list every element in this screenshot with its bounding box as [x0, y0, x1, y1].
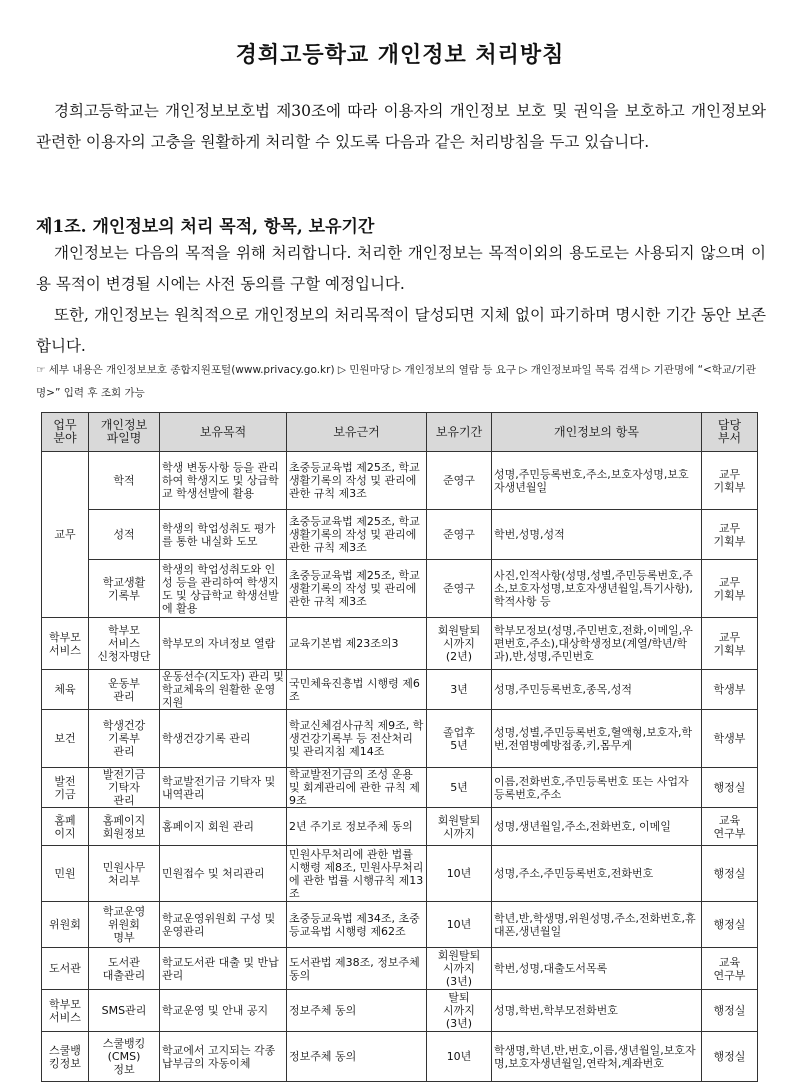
table-cell: 홈페 이지	[42, 808, 89, 846]
table-cell: 준영구	[427, 452, 492, 510]
table-cell: 준영구	[427, 560, 492, 618]
table-cell: 학번,성명,대출도서목록	[492, 948, 702, 990]
table-cell: 학생명,학년,반,번호,이름,생년월일,보호자명,보호자생년월일,연락처,계좌번호	[492, 1032, 702, 1082]
table-cell: 학부모 서비스 신청자명단	[89, 618, 160, 670]
table-cell: 도서관	[42, 948, 89, 990]
table-cell: 2년 주기로 정보주체 동의	[287, 808, 427, 846]
table-cell: 스쿨뱅 킹정보	[42, 1032, 89, 1082]
table-cell: 성명,주민등록번호,종목,성적	[492, 670, 702, 710]
header-cell: 개인정보 파일명	[89, 413, 160, 452]
table-cell: 10년	[427, 902, 492, 948]
table-cell: 초중등교육법 제25조, 학교생활기록의 작성 및 관리에 관한 규칙 제3조	[287, 560, 427, 618]
table-cell: 학부모 서비스	[42, 618, 89, 670]
table-cell: 민원사무처리에 관한 법률 시행령 제8조, 민원사무처리에 관한 법률 시행규칙 제13조	[287, 846, 427, 902]
table-cell: 학생부	[702, 670, 758, 710]
table-header-row	[42, 413, 758, 452]
table-cell: 학교에서 고지되는 각종 납부금의 자동이체	[160, 1032, 287, 1082]
table-cell: 이름,전화번호,주민등록번호 또는 사업자등록번호,주소	[492, 768, 702, 808]
table-cell: 스쿨뱅킹 (CMS) 정보	[89, 1032, 160, 1082]
table-cell: 초중등교육법 제34조, 초중등교육법 시행령 제62조	[287, 902, 427, 948]
reference-note: ☞ 세부 내용은 개인정보보호 종합지원포털(www.privacy.go.kr) ▷ 민원마당 ▷ 개인정보의 열람 등 요구 ▷ 개인정보파일 목록 검색 ▷ 기관명에 “<학교/기관명>” 입력 후 조회 가능	[36, 364, 756, 399]
header-cell: 업무 분야	[42, 413, 89, 452]
table-row	[42, 1032, 758, 1082]
table-cell: 성명,주소,주민등록번호,전화번호	[492, 846, 702, 902]
table-cell: 운동선수(지도자) 관리 및 학교체육의 원활한 운영 지원	[160, 670, 287, 710]
table-cell: 학교발전기금 기탁자 및 내역관리	[160, 768, 287, 808]
table-cell: 교무 기획부	[702, 452, 758, 510]
table-cell: 학생건강 기록부 관리	[89, 710, 160, 768]
table-cell: 회원탈퇴 시까지	[427, 808, 492, 846]
table-row	[42, 768, 758, 808]
table-cell: 운동부 관리	[89, 670, 160, 710]
table-row	[42, 808, 758, 846]
table-cell: 민원사무 처리부	[89, 846, 160, 902]
table-row	[42, 710, 758, 768]
header-cell: 보유목적	[160, 413, 287, 452]
table-cell: 행정실	[702, 846, 758, 902]
table-cell: 학교운영 위원회 명부	[89, 902, 160, 948]
table-cell: 학교생활 기록부	[89, 560, 160, 618]
table-cell: 졸업후 5년	[427, 710, 492, 768]
table-cell: 도서관 대출관리	[89, 948, 160, 990]
table-cell: 학번,성명,성적	[492, 510, 702, 560]
table-cell: 준영구	[427, 510, 492, 560]
section-paragraph-1: 개인정보는 다음의 목적을 위해 처리합니다. 처리한 개인정보는 목적이외의 용도로는 사용되지 않으며 이용 목적이 변경될 시에는 사전 동의를 구할 예정입니다.	[36, 244, 766, 293]
table-cell: 정보주체 동의	[287, 1032, 427, 1082]
table-cell: 성명,주민등록번호,주소,보호자성명,보호자생년월일	[492, 452, 702, 510]
page-title: 경희고등학교 개인정보 처리방침	[235, 43, 565, 68]
header-cell: 보유기간	[427, 413, 492, 452]
table-cell: 위원회	[42, 902, 89, 948]
table-cell: 학생건강기록 관리	[160, 710, 287, 768]
table-cell: 교무 기획부	[702, 510, 758, 560]
table-cell: 민원접수 및 처리관리	[160, 846, 287, 902]
header-cell: 담당 부서	[702, 413, 758, 452]
table-cell: 교육 연구부	[702, 948, 758, 990]
table-cell: 성명,생년월일,주소,전화번호, 이메일	[492, 808, 702, 846]
table-cell: 성명,학번,학부모전화번호	[492, 990, 702, 1032]
table-cell: 5년	[427, 768, 492, 808]
section-heading: 제1조. 개인정보의 처리 목적, 항목, 보유기간	[36, 217, 375, 237]
table-row	[42, 618, 758, 670]
table-cell: 행정실	[702, 768, 758, 808]
table-cell: 10년	[427, 846, 492, 902]
table-cell: 홈페이지 회원정보	[89, 808, 160, 846]
table-cell: 학부모정보(성명,주민번호,전화,이메일,우편번호,주소),대상학생정보(계열/학년/학과),반,성명,주민번호	[492, 618, 702, 670]
table-cell: 발전기금 기탁자 관리	[89, 768, 160, 808]
table-cell: 교육기본법 제23조의3	[287, 618, 427, 670]
table-cell: 성적	[89, 510, 160, 560]
table-row	[42, 560, 758, 618]
table-cell: 학부모 서비스	[42, 990, 89, 1032]
table-cell: 학교운영위원회 구성 및 운영관리	[160, 902, 287, 948]
section-paragraph-2: 또한, 개인정보는 원칙적으로 개인정보의 처리목적이 달성되면 지체 없이 파기하며 명시한 기간 동안 보존합니다.	[36, 306, 766, 355]
table-cell: SMS관리	[89, 990, 160, 1032]
table-row	[42, 902, 758, 948]
table-cell: 교무 기획부	[702, 618, 758, 670]
table-cell: 행정실	[702, 1032, 758, 1082]
table-row	[42, 846, 758, 902]
table-cell: 3년	[427, 670, 492, 710]
table-row	[42, 948, 758, 990]
table-row	[42, 510, 758, 560]
table-cell: 사진,인적사항(성명,성별,주민등록번호,주소,보호자성명,보호자생년월일,특기사항),학적사항 등	[492, 560, 702, 618]
table-cell: 학적	[89, 452, 160, 510]
table-cell: 도서관법 제38조, 정보주체 동의	[287, 948, 427, 990]
table-cell: 탈퇴 시까지 (3년)	[427, 990, 492, 1032]
table-cell: 행정실	[702, 990, 758, 1032]
table-cell: 학생의 학업성취도 평가를 통한 내실화 도모	[160, 510, 287, 560]
table-cell: 체육	[42, 670, 89, 710]
table-cell: 10년	[427, 1032, 492, 1082]
table-cell: 초중등교육법 제25조, 학교생활기록의 작성 및 관리에 관한 규칙 제3조	[287, 510, 427, 560]
table-cell: 학생 변동사항 등을 관리하여 학생지도 및 상급학교 학생선발에 활용	[160, 452, 287, 510]
header-cell: 보유근거	[287, 413, 427, 452]
table-cell: 학교신체검사규칙 제9조, 학생건강기록부 등 전산처리 및 관리지침 제14조	[287, 710, 427, 768]
table-cell: 학생부	[702, 710, 758, 768]
intro-paragraph: 경희고등학교는 개인정보보호법 제30조에 따라 이용자의 개인정보 보호 및 권익을 보호하고 개인정보와 관련한 이용자의 고충을 원활하게 처리할 수 있도록 다음과 같은 처리방침을 두고 있습니다.	[36, 102, 766, 151]
table-cell: 학교발전기금의 조성 운용 및 회계관리에 관한 규칙 제9조	[287, 768, 427, 808]
table-cell: 홈페이지 회원 관리	[160, 808, 287, 846]
table-row	[42, 990, 758, 1032]
privacy-file-table	[41, 412, 758, 1082]
table-cell: 학생의 학업성취도와 인성 등을 관리하여 학생지도 및 상급학교 학생선발에 활용	[160, 560, 287, 618]
table-cell: 교무	[42, 452, 89, 618]
table-cell: 정보주체 동의	[287, 990, 427, 1032]
table-row	[42, 452, 758, 510]
table-cell: 발전 기금	[42, 768, 89, 808]
table-cell: 학부모의 자녀정보 열람	[160, 618, 287, 670]
table-cell: 회원탈퇴 시까지 (3년)	[427, 948, 492, 990]
table-cell: 국민체육진흥법 시행령 제6조	[287, 670, 427, 710]
table-row	[42, 670, 758, 710]
table-cell: 학교운영 및 안내 공지	[160, 990, 287, 1032]
table-cell: 초중등교육법 제25조, 학교생활기록의 작성 및 관리에 관한 규칙 제3조	[287, 452, 427, 510]
header-cell: 개인정보의 항목	[492, 413, 702, 452]
table-cell: 학교도서관 대출 및 반납관리	[160, 948, 287, 990]
table-cell: 학년,반,학생명,위원성명,주소,전화번호,휴대폰,생년월일	[492, 902, 702, 948]
table-cell: 성명,성별,주민등록번호,혈액형,보호자,학번,전염병예방접종,키,몸무게	[492, 710, 702, 768]
table-cell: 민원	[42, 846, 89, 902]
table-cell: 행정실	[702, 902, 758, 948]
table-cell: 교무 기획부	[702, 560, 758, 618]
table-cell: 회원탈퇴 시까지 (2년)	[427, 618, 492, 670]
table-cell: 교육 연구부	[702, 808, 758, 846]
table-cell: 보건	[42, 710, 89, 768]
